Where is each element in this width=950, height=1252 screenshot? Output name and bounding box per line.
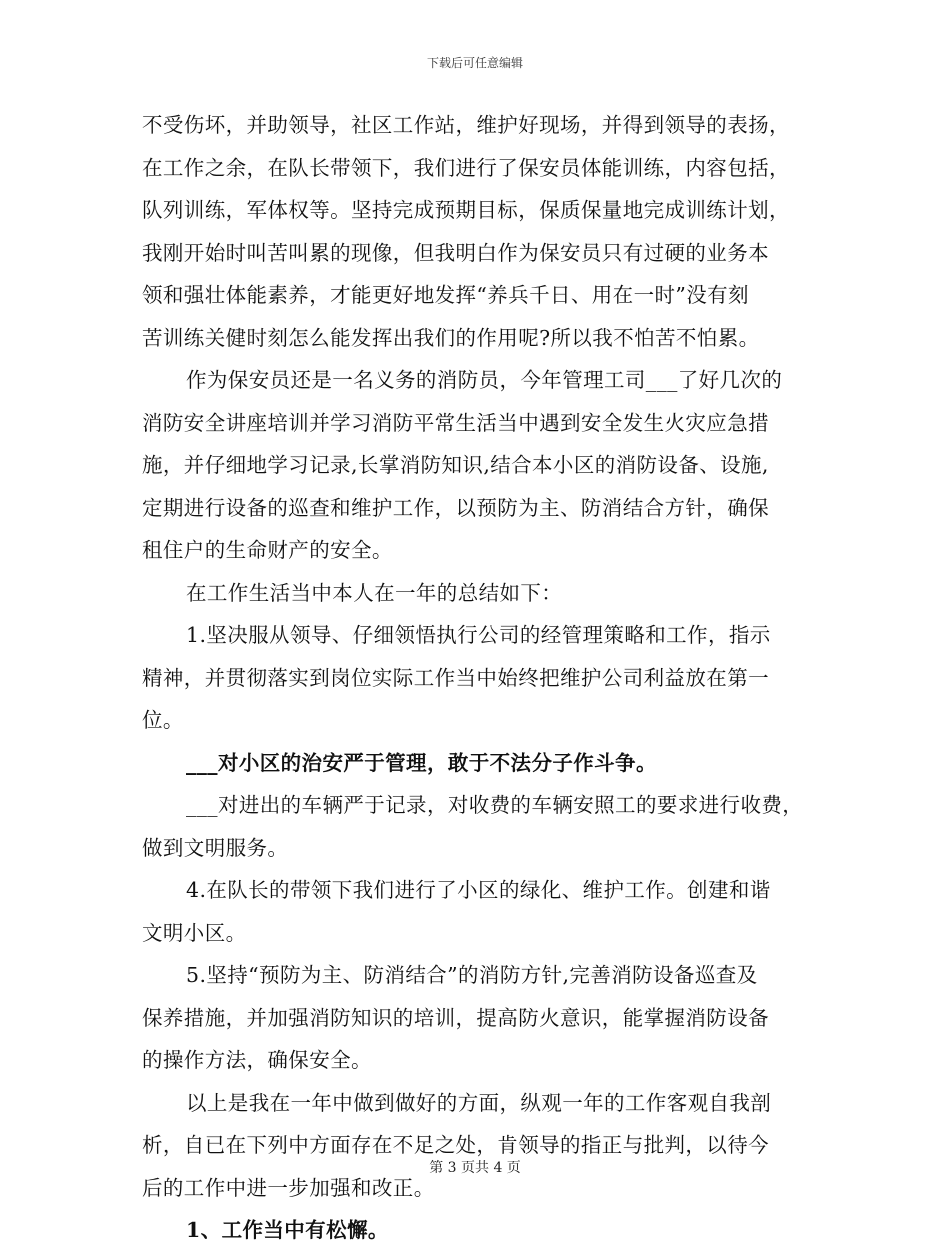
text-line: 不受伤坏，并助领导，社区工作站，维护好现场，并得到领导的表扬，	[142, 113, 790, 137]
text-line: 消防安全讲座培训并学习消防平常生活当中遇到安全发生火灾应急措	[142, 410, 769, 435]
document-body	[142, 104, 822, 1252]
text-line: 析，自已在下列中方面存在不足之处，肯领导的指正与批判，以待今	[142, 1133, 769, 1157]
page-header: 下载后可任意编辑	[426, 56, 523, 70]
text-line: 做到文明服务。	[142, 835, 289, 860]
paragraph-start: 在工作生活当中本人在一年的总结如下：	[186, 580, 563, 605]
text-line: 苦训练关健时刻怎么能发挥出我们的作用呢?所以我不怕苦不怕累。	[142, 325, 760, 350]
text-line: 我刚开始时叫苦叫累的现像，但我明白作为保安员只有过硬的业务本	[142, 240, 769, 265]
list-item-2-heading: ___对小区的治安严于管理，敢于不法分子作斗争。	[186, 750, 657, 775]
text-line: 在工作之余，在队长带领下，我们进行了保安员体能训练，内容包括，	[142, 155, 790, 180]
text-line: 领和强壮体能素养，才能更好地发挥“养兵千日、用在一时”没有刻	[142, 283, 749, 307]
list-item-1: 1.坚决服从领导、仔细领悟执行公司的经管理策略和工作，指示	[186, 623, 771, 647]
text-line: 文明小区。	[142, 920, 247, 945]
paragraph-start: 以上是我在一年中做到做好的方面，纵观一年的工作客观自我剖	[186, 1090, 772, 1115]
text-line: 租住户的生命财产的安全。	[142, 538, 393, 562]
text-line: 定期进行设备的巡查和维护工作，以预防为主、防消结合方针，确保	[142, 495, 769, 520]
list-item-3: ___对进出的车辆严于记录，对收费的车辆安照工的要求进行收费，	[186, 793, 804, 817]
section-heading: 1、工作当中有松懈。	[186, 1218, 389, 1242]
text-line: 的操作方法，确保安全。	[142, 1048, 372, 1072]
text-line: 施，并仔细地学习记录,长掌消防知识,结合本小区的消防设备、设施,	[142, 453, 769, 477]
text-line: 位。	[142, 708, 184, 732]
list-item-5: 5.坚持“预防为主、防消结合”的消防方针,完善消防设备巡查及	[186, 963, 758, 987]
text-line: 后的工作中进一步加强和改正。	[142, 1175, 435, 1200]
text-line: 保养措施，并加强消防知识的培训，提高防火意识，能掌握消防设备	[142, 1005, 769, 1030]
text-line: 精神，并贯彻落实到岗位实际工作当中始终把维护公司利益放在第一	[142, 665, 769, 690]
page-footer: 第 3 页共 4 页	[429, 1160, 521, 1176]
paragraph-start: 作为保安员还是一名义务的消防员，今年管理工司___了好几次的	[186, 368, 783, 392]
text-line: 队列训练，军体权等。坚持完成预期目标，保质保量地完成训练计划，	[142, 198, 790, 222]
list-item-4: 4.在队长的带领下我们进行了小区的绿化、维护工作。创建和谐	[186, 878, 771, 902]
